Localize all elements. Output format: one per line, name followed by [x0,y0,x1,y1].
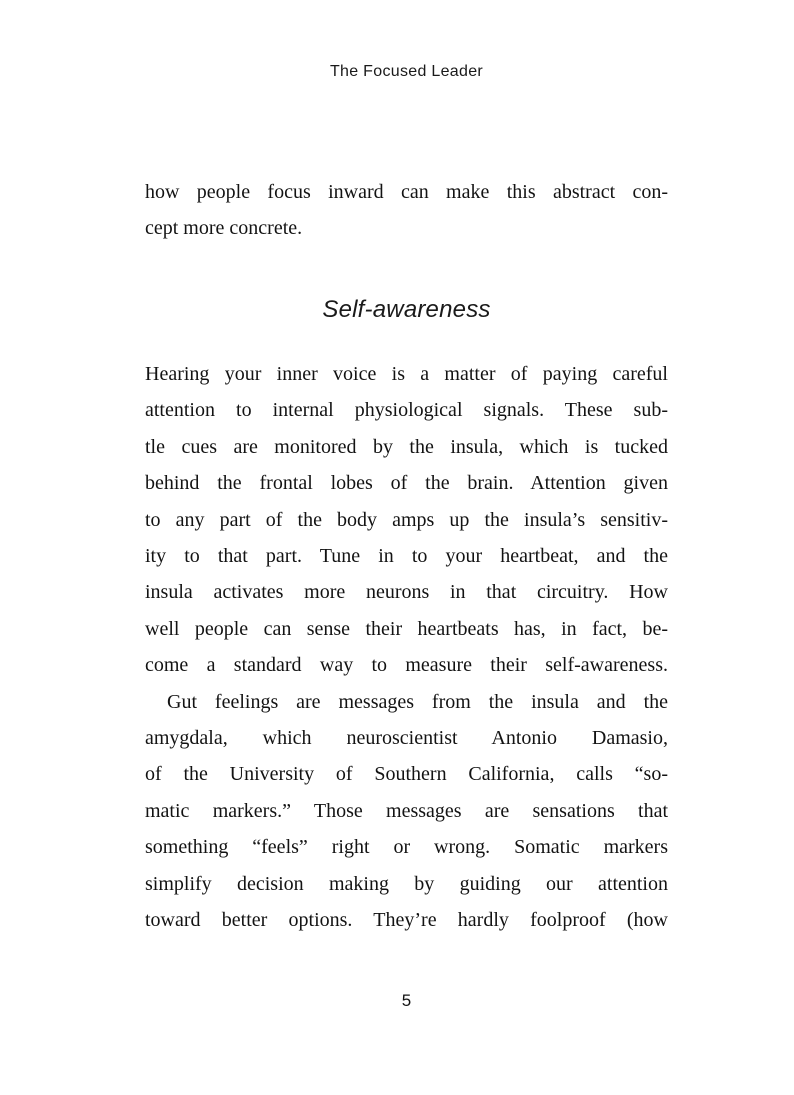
paragraph-continuation [145,174,668,247]
text-line: behind the frontal lobes of the brain. Attention given [145,472,668,495]
text-line: Gut feelings are messages from the insula and the [167,690,668,713]
text-line: ity to that part. Tune in to your heartbeat, and the [145,545,668,568]
text-line: matic markers.” Those messages are sensations that [145,799,668,822]
section-heading: Self-awareness [322,296,491,323]
text-line: cept more concrete. [145,217,303,240]
text-line: toward better options. They’re hardly foolproof (how [145,909,668,932]
text-line: insula activates more neurons in that circuitry. How [145,581,668,604]
paragraph-gut-feelings [145,684,668,939]
text-line: something “feels” right or wrong. Somatic markers [145,836,668,859]
text-column [145,0,668,1095]
text-line: amygdala, which neuroscientist Antonio Damasio, [145,727,668,750]
text-line: tle cues are monitored by the insula, which is tucked [145,435,668,458]
text-line: of the University of Southern California, calls “so- [145,763,668,786]
paragraph-self-awareness [145,356,668,684]
page-number: 5 [401,991,412,1010]
text-line: well people can sense their heartbeats has, in fact, be- [145,617,668,640]
body-text [145,356,668,939]
text-line: simplify decision making by guiding our attention [145,872,668,895]
text-line: attention to internal physiological signals. These sub- [145,399,668,422]
text-line: to any part of the body amps up the insula’s sensitiv- [145,508,668,531]
text-line: Hearing your inner voice is a matter of paying careful [145,363,668,385]
text-line: come a standard way to measure their self-awareness. [145,654,668,677]
text-line: how people focus inward can make this abstract con- [145,181,668,203]
running-header: The Focused Leader [329,63,484,80]
